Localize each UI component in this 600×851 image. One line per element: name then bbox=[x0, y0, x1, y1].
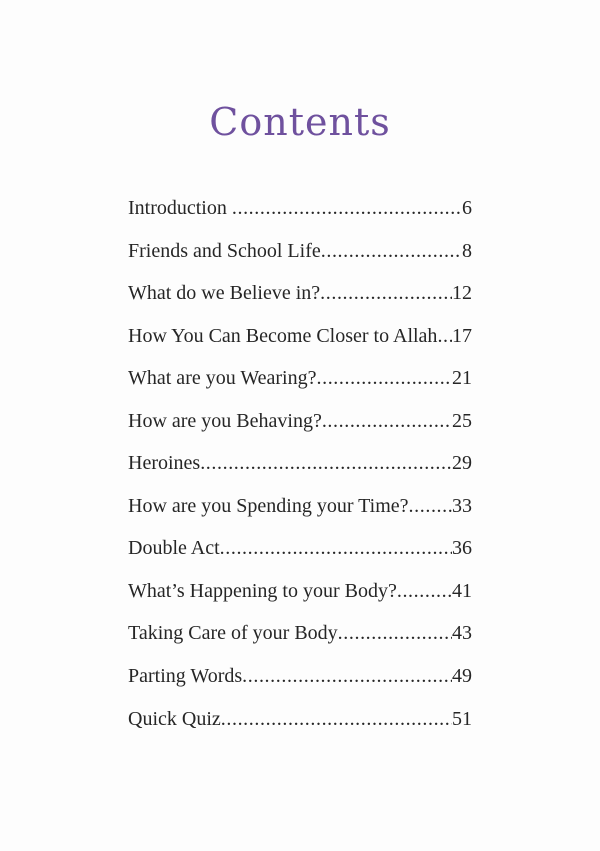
dot-leader bbox=[317, 367, 453, 390]
dot-leader bbox=[221, 708, 452, 731]
toc-entry-label: How are you Behaving? bbox=[128, 409, 322, 432]
toc-entry bbox=[128, 197, 472, 240]
dot-leader bbox=[321, 240, 462, 263]
dot-leader bbox=[200, 452, 452, 475]
toc-entry-page: 49 bbox=[452, 665, 472, 688]
dot-leader bbox=[409, 495, 452, 518]
toc-entry-label: What do we Believe in? bbox=[128, 282, 321, 305]
toc-entry-page: 41 bbox=[452, 579, 472, 602]
page-title: Contents bbox=[209, 100, 391, 144]
dot-leader bbox=[338, 622, 452, 645]
toc-entry bbox=[128, 622, 472, 665]
toc-entry bbox=[128, 665, 472, 708]
toc-entry-page: 36 bbox=[452, 537, 472, 560]
dot-leader bbox=[397, 580, 452, 603]
dot-leader bbox=[320, 282, 452, 305]
toc-entry bbox=[128, 580, 472, 623]
toc-entry-label: Heroines bbox=[128, 452, 201, 475]
toc-entry-label: Parting Words bbox=[128, 665, 243, 688]
toc-entry-page: 33 bbox=[452, 494, 472, 517]
toc-entry-page: 6 bbox=[462, 197, 472, 219]
toc-entry bbox=[128, 367, 472, 410]
dot-leader bbox=[232, 197, 462, 220]
toc-entry bbox=[128, 708, 472, 751]
toc-entry bbox=[128, 537, 472, 580]
dot-leader bbox=[437, 325, 452, 348]
toc-entry-label: What’s Happening to your Body? bbox=[128, 579, 397, 602]
toc-entry-page: 12 bbox=[452, 282, 472, 305]
toc-entry-page: 29 bbox=[452, 452, 472, 475]
toc-entry bbox=[128, 282, 472, 325]
toc-entry-page: 51 bbox=[452, 707, 472, 730]
toc-entry bbox=[128, 325, 472, 368]
toc-entry-label: Double Act bbox=[128, 537, 220, 560]
toc-entry-page: 43 bbox=[452, 622, 472, 645]
toc-entry-label: How You Can Become Closer to Allah bbox=[128, 324, 438, 347]
toc-entry-label: Friends and School Life bbox=[128, 239, 321, 262]
toc-entry bbox=[128, 495, 472, 538]
toc-entry-label: What are you Wearing? bbox=[128, 367, 317, 390]
toc-entry-page: 21 bbox=[452, 367, 472, 390]
toc-entry-page: 8 bbox=[462, 239, 472, 262]
toc-entry-label: Quick Quiz bbox=[128, 707, 221, 730]
dot-leader bbox=[322, 410, 452, 433]
toc-entry bbox=[128, 240, 472, 283]
toc-entry-label: Taking Care of your Body bbox=[128, 622, 338, 645]
dot-leader bbox=[242, 665, 452, 688]
toc-list bbox=[128, 197, 472, 750]
toc-entry-label: Introduction bbox=[128, 197, 232, 219]
toc-entry-page: 25 bbox=[452, 409, 472, 432]
toc-entry-page: 17 bbox=[452, 324, 472, 347]
toc-entry bbox=[128, 410, 472, 453]
dot-leader bbox=[220, 537, 452, 560]
toc-entry-label: How are you Spending your Time? bbox=[128, 494, 409, 517]
toc-entry bbox=[128, 452, 472, 495]
